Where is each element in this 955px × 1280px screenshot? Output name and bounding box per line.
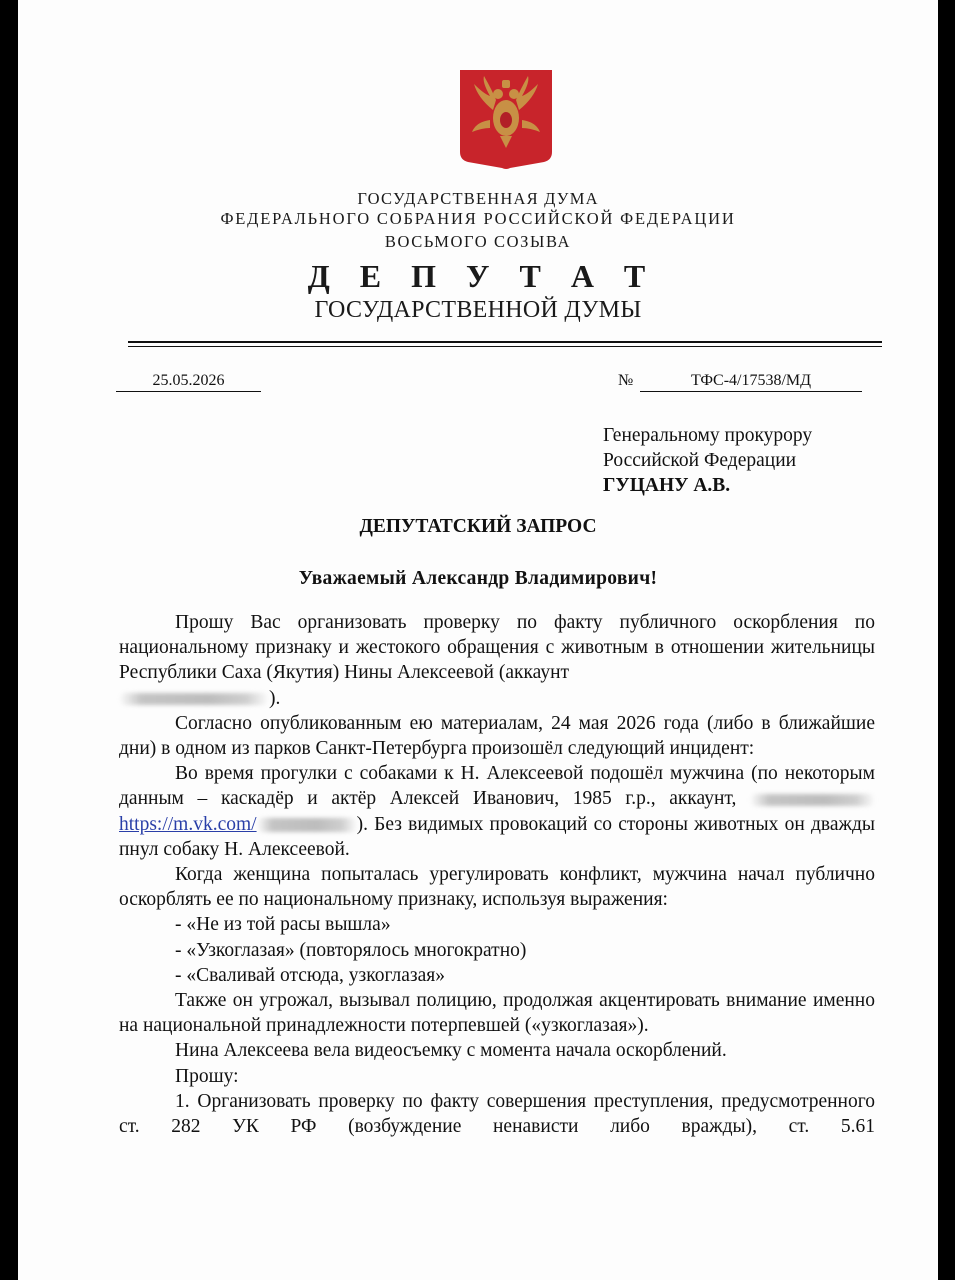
paragraph-1: Прошу Вас организовать проверку по факту публичного оскорбления по национальному признаку и жестокого обращения с животным в отношении жительницы Республики Саха (Якутия) Нины Алексеевой (аккаунт ). [119,612,875,709]
addressee-name: ГУЦАНУ А.В. [603,475,731,496]
document-page [18,0,938,1280]
document-body [119,610,875,1139]
org-line-2: ФЕДЕРАЛЬНОГО СОБРАНИЯ РОССИЙСКОЙ ФЕДЕРАЦИИ [220,209,736,228]
russian-coat-of-arms-icon [460,70,552,170]
document-date: 25.05.2026 [116,371,261,392]
request-item-1: 1. Организовать проверку по факту совершения преступления, предусмотренного ст. 282 УК РФ (возбуждение ненависти либо вражды), ст. 5.61 [119,1090,875,1138]
header-divider-thick [128,341,882,343]
paragraph-3: Во время прогулки с собаками к Н. Алексеевой подошёл мужчина (по некоторым данным – каскадёр и актёр Алексей Иванович, 1985 г.р., аккаунт, https://m.vk.com/ ). Без видимых провокаций со стороны животных он дважды пнул собаку Н. Алексеевой. [119,763,875,860]
redacted-link-part [257,818,357,832]
quote-3: - «Сваливай отсюда, узкоглазая» [175,964,445,986]
quote-2: - «Узкоглазая» (повторялось многократно) [175,939,527,961]
duma-subtitle: ГОСУДАРСТВЕННОЙ ДУМЫ [314,297,642,323]
quote-1: - «Не из той расы вышла» [175,914,391,936]
addressee-line-2: Российской Федерации [603,450,797,471]
deputy-title: Д Е П У Т А Т [307,258,657,294]
paragraph-7: Прошу: [175,1065,239,1087]
redacted-name [750,794,875,806]
paragraph-5: Также он угрожал, вызывал полицию, продолжая акцентировать внимание именно на национальной принадлежности потерпевшей («узкоглазая»). [119,990,875,1037]
header-divider-thin [128,346,882,347]
paragraph-4: Когда женщина попыталась урегулировать конфликт, мужчина начал публично оскорблять ее по национальному признаку, используя выражения: [119,864,875,911]
addressee-line-1: Генеральному прокурору [603,425,813,446]
org-line-3: ВОСЬМОГО СОЗЫВА [384,232,572,251]
org-line-1: ГОСУДАРСТВЕННАЯ ДУМА [357,189,599,208]
paragraph-6: Нина Алексеева вела видеосъемку с момента начала оскорблений. [175,1040,727,1062]
number-sign: № [618,372,634,389]
vk-link[interactable]: https://m.vk.com/ [119,814,357,835]
redacted-account [119,693,269,705]
paragraph-2: Согласно опубликованным ею материалам, 24 мая 2026 года (либо в ближайшие дни) в одном из парков Санкт-Петербурга произошёл следующий инцидент: [119,712,875,760]
greeting: Уважаемый Александр Владимирович! [298,568,658,589]
addressee-block [603,423,812,498]
document-title: ДЕПУТАТСКИЙ ЗАПРОС [359,516,597,537]
registration-number: ТФС-4/17538/МД [640,371,862,392]
